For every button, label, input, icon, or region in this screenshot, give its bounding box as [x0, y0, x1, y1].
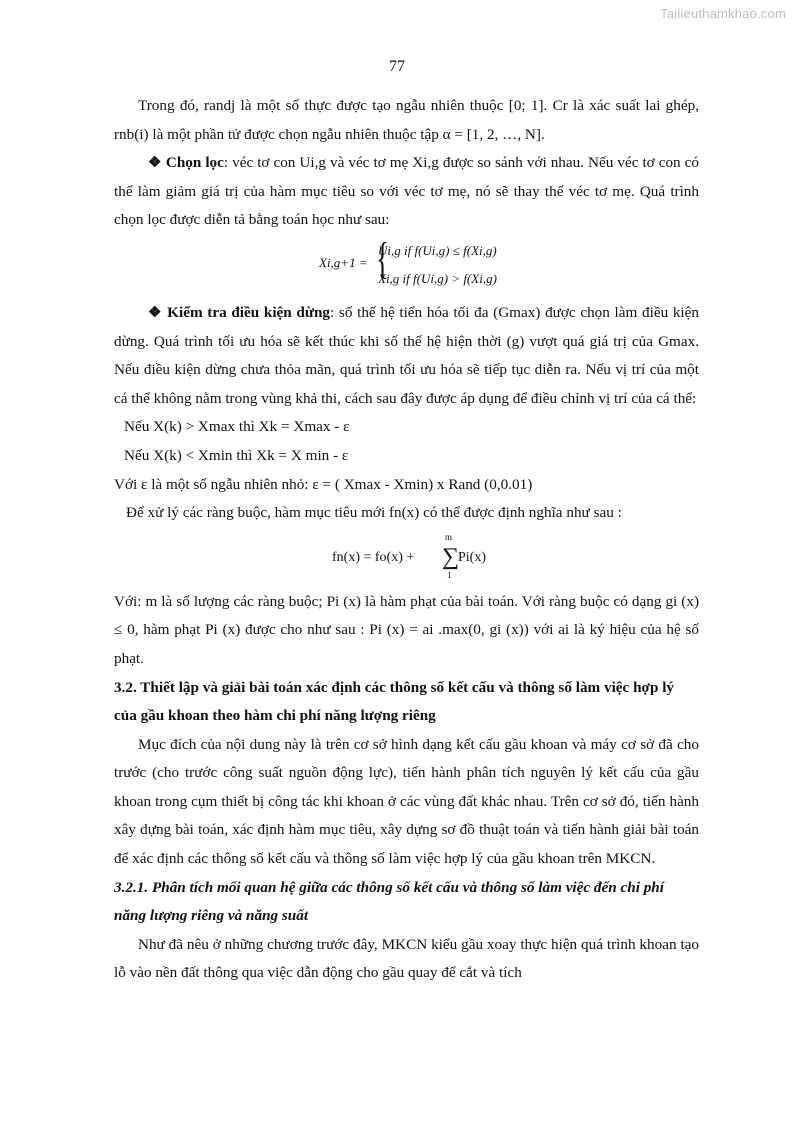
- paragraph-3-2-1: Như đã nêu ở những chương trước đây, MKCN kiểu gầu xoay thực hiện quá trình khoan tạo lỗ vào nền đất thông qua việc dẫn động cho gầu quay để cắt và tích: [114, 935, 699, 982]
- heading-3-2: 3.2. Thiết lập và giải bài toán xác định các thông số kết cấu và thông số làm việc hợp lý của gầu khoan theo hàm chi phí năng lượng riêng: [114, 678, 675, 725]
- stop-text: : số thế hệ tiến hóa tối đa (Gmax) được chọn làm điều kiện dừng. Quá trình tối ưu hóa sẽ kết thúc khi số thế hệ hiện thời (g) vượt quá giá trị của Gmax. Nếu điều kiện dừng chưa thỏa mãn, quá trình tối ưu hóa sẽ tiếp tục diễn ra. Nếu vị trí của một cá thể không nằm trong vùng khả thi, cách sau đây được áp dụng để điều chỉnh vị trí của cá thể:: [114, 303, 699, 407]
- objective-equation: [114, 528, 699, 588]
- heading-3-2-1: 3.2.1. Phân tích mối quan hệ giữa các thông số kết cấu và thông số làm việc đến chi phí năng lượng riêng và năng suất: [114, 878, 664, 925]
- stop-title: ❖ Kiểm tra điều kiện dừng: [148, 303, 331, 321]
- selection-title: ❖ Chọn lọc: [148, 154, 224, 172]
- equation-brace: {: [376, 233, 389, 283]
- paragraph-rand: Trong đó, randj là một số thực được tạo ngẫu nhiên thuộc [0; 1]. Cr là xác suất lai ghép, rnb(i) là một phần tử được chọn ngẫu nhiên thuộc tập α = [1, 2, …, N].: [114, 97, 699, 143]
- watermark: Tailieuthamkhao.com: [660, 6, 786, 21]
- selection-text: : véc tơ con Ui,g và véc tơ mẹ Xi,g được so sánh với nhau. Nếu véc tơ con có thể làm giảm giá trị của hàm mục tiêu so với véc tơ mẹ, nó sẽ thay thế véc tơ mẹ. Quá trình chọn lọc được diễn tả bằng toán học như sau:: [114, 154, 700, 229]
- selection-equation: [114, 235, 699, 299]
- paragraph-stop: [114, 299, 699, 413]
- page-number: 77: [389, 58, 405, 75]
- paragraph-penalty: Với: m là số lượng các ràng buộc; Pi (x) là hàm phạt của bài toán. Với ràng buộc có dạng gi (x) ≤ 0, hàm phạt Pi (x) được cho như sau : Pi (x) = ai .max(0, gi (x)) với ai là ký hiệu của hệ số phạt.: [114, 592, 699, 667]
- equation-row-2: Xi,g if f(Ui,g) > f(Xi,g): [378, 270, 497, 286]
- objective-body: fn(x) = fo(x) +: [332, 549, 415, 565]
- constraint-line: Để xử lý các ràng buộc, hàm mục tiêu mới fn(x) có thể được định nghĩa như sau :: [126, 504, 622, 522]
- equation-lhs: Xi,g+1 =: [319, 254, 368, 270]
- paragraph-selection: [114, 149, 699, 235]
- sum-upper-limit: m: [445, 531, 453, 542]
- sum-lower-limit: 1: [447, 569, 452, 580]
- sum-term: Pi(x): [458, 549, 486, 565]
- sum-symbol: ∑: [442, 543, 460, 570]
- rule-xmax: Nếu X(k) > Xmax thì Xk = Xmax - ε: [124, 418, 350, 436]
- paragraph-3-2: Mục đích của nội dung này là trên cơ sở hình dạng kết cấu gầu khoan và máy cơ sở đã cho trước (cho trước công suất nguồn động lực), tiến hành phân tích nguyên lý kết cấu của gầu khoan trong cụm thiết bị công tác khi khoan ở các vùng đất khác nhau. Trên cơ sở đó, tiến hành xây dựng bài toán, xác định hàm mục tiêu, xây dựng sơ đồ thuật toán và tiến hành giải bài toán để xác định các thông số kết cấu và thông số làm việc hợp lý của gầu khoan trên MKCN.: [114, 735, 699, 868]
- equation-row-1: Ui,g if f(Ui,g) ≤ f(Xi,g): [378, 242, 497, 258]
- rule-xmin: Nếu X(k) < Xmin thì Xk = X min - ε: [124, 446, 349, 464]
- page-content: [114, 92, 699, 988]
- epsilon-line: Với ε là một số ngẫu nhiên nhỏ: ε = ( Xmax - Xmin) x Rand (0,0.01): [114, 475, 533, 493]
